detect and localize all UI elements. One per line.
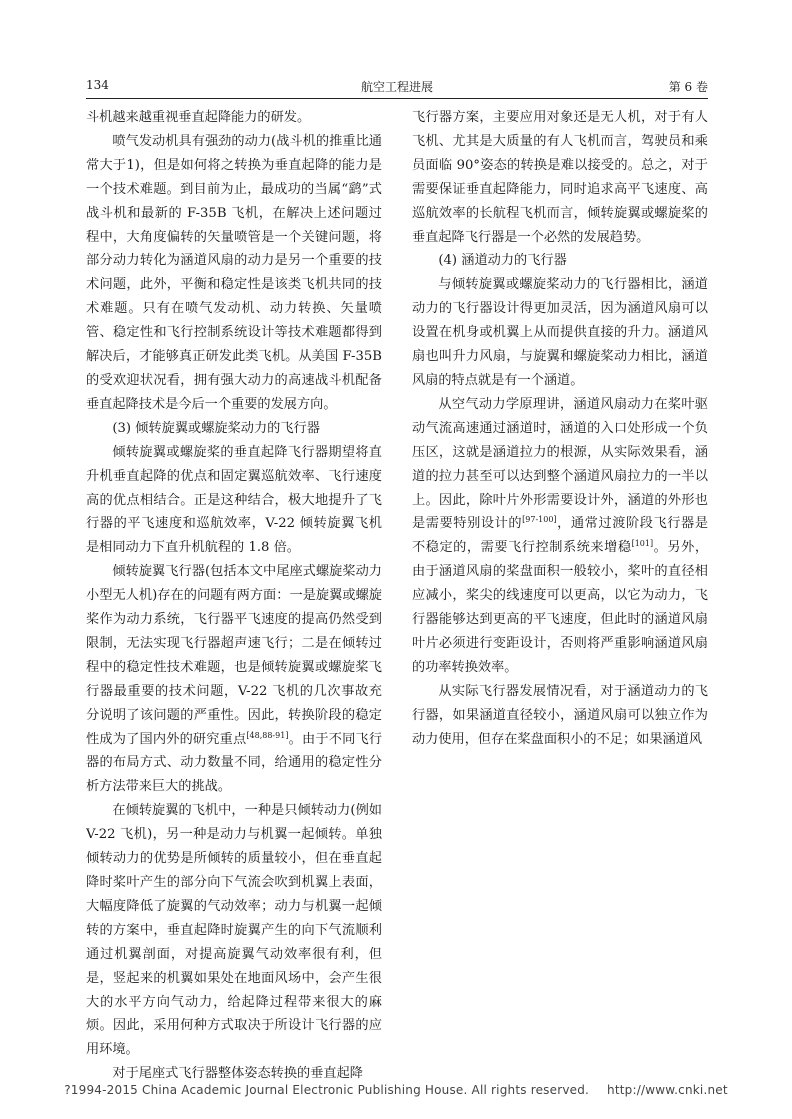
header-rule <box>86 98 708 99</box>
paragraph <box>86 130 382 417</box>
paragraph-text: 与倾转旋翼或螺旋桨动力的飞行器相比，涵道动力的飞行器设计得更加灵活，因为涵道风扇可以设置在机身或机翼上从而提供直接的升力。涵道风扇也叫升力风扇，与旋翼和螺旋桨动力相比，涵道风扇的特点就是有一个涵道。 <box>412 277 708 388</box>
cnki-link[interactable]: http://www.cnki.net <box>607 1083 728 1097</box>
citation-ref: [101] <box>631 539 654 549</box>
paragraph-text: (3) 倾转旋翼或螺旋桨动力的飞行器 <box>112 420 320 436</box>
paragraph-text: 从空气动力学原理讲，涵道风扇动力在桨叶驱动气流高速通过涵道时，涵道的入口处形成一个负压区，这就是涵道拉力的根源，从实际效果看，涵道的拉力甚至可以达到整个涵道风扇拉力的一半以上。因此，除叶片外形需要设计外，涵道的外形也是需要特别设计的 <box>412 396 708 532</box>
paragraph-text: 飞行器方案，主要应用对象还是无人机，对于有人飞机、尤其是大质量的有人飞机而言，驾驶员和乘员面临 90°姿态的转换是难以接受的。总之，对于需要保证垂直起降能力，同时追求高平飞速度、高巡航效率的长航程飞机而言，倾转旋翼或螺旋桨的垂直起降飞行器是一个必然的发展趋势。 <box>412 110 708 245</box>
right-column <box>412 106 708 751</box>
running-header <box>86 76 708 96</box>
paragraph <box>412 273 708 393</box>
paragraph <box>86 799 382 1062</box>
paragraph-text: 倾转旋翼或螺旋桨的垂直起降飞行器期望将直升机垂直起降的优点和固定翼巡航效率、飞行速度高的优点相结合。正是这种结合，极大地提升了飞行器的平飞速度和巡航效率，V-22 倾转旋翼飞机是相同动力下直升机航程的 1.8 倍。 <box>86 444 382 556</box>
paragraph-text: 斗机越来越重视垂直起降能力的研发。 <box>86 110 311 125</box>
paragraph <box>86 441 382 561</box>
paragraph-text: 在倾转旋翼的飞机中，一种是只倾转动力(例如 V-22 飞机)，另一种是动力与机翼一起倾转。单独倾转动力的优势是所倾转的质量较小，但在垂直起降时桨叶产生的部分向下气流会吹到机翼上表面，大幅度降低了旋翼的气动效率；动力与机翼一起倾转的方案中，垂直起降时旋翼产生的向下气流顺利通过机翼剖面，对提高旋翼气动效率很有利，但是，竖起来的机翼如果处在地面风场中，会产生很大的水平方向气动力，给起降过程带来很大的麻烦。因此，采用何种方式取决于所设计飞行器的应用环境。 <box>86 803 382 1058</box>
paragraph-text: ，通常过渡阶段飞行器是不稳定的，需要飞行控制系统来增稳 <box>412 516 709 556</box>
copyright-notice: ?1994-2015 China Academic Journal Electronic Publishing House. All rights reserved. <box>64 1083 590 1097</box>
page-footer <box>0 1083 792 1097</box>
citation-ref: [97-100] <box>522 515 557 525</box>
paragraph <box>412 393 708 680</box>
paragraph <box>412 680 708 752</box>
paragraph <box>86 560 382 799</box>
left-column <box>86 106 382 1086</box>
paragraph <box>86 417 382 441</box>
citation-ref: [48,88-91] <box>246 730 289 740</box>
paragraph-text: 对于尾座式飞行器整体姿态转换的垂直起降 <box>112 1066 363 1082</box>
paragraph <box>412 249 708 273</box>
paragraph-text: (4) 涵道动力的飞行器 <box>438 253 567 269</box>
paragraph-text: 喷气发动机具有强劲的动力(战斗机的推重比通常大于1)，但是如何将之转换为垂直起降的能力是一个技术难题。到目前为止，最成功的当属“鹞”式战斗机和最新的 F-35B 飞机，在解决上述问题过程中，大角度偏转的矢量喷管是一个关键问题，将部分动力转化为涵道风扇的动力是另一个重要的技术问题，此外，平衡和稳定性是该类飞机共同的技术难题。只有在喷气发动机、动力转换、矢量喷管、稳定性和飞行控制系统设计等技术难题都得到解决后，才能够真正研发此类飞机。从美国 F-35B 的受欢迎状况看，拥有强大动力的高速战斗机配备垂直起降技术是今后一个重要的发展方向。 <box>86 133 382 412</box>
paragraph-text: 从实际飞行器发展情况看，对于涵道动力的飞行器，如果涵道直径较小，涵道风扇可以独立作为动力使用，但存在桨盘面积小的不足；如果涵道风 <box>412 683 708 747</box>
paragraph-text: 。另外，由于涵道风扇的桨盘面积一般较小，桨叶的直径相应减小，桨尖的线速度可以更高，以它为动力，飞行器能够达到更高的平飞速度，但此时的涵道风扇叶片必须进行变距设计，否则将严重影响涵道风扇的功率转换效率。 <box>412 540 709 675</box>
paragraph-text: 倾转旋翼飞行器(包括本文中尾座式螺旋桨动力小型无人机)存在的问题有两方面：一是旋翼或螺旋桨作为动力系统，飞行器平飞速度的提高仍然受到限制，无法实现飞行器超声速飞行；二是在倾转过程中的稳定性技术难题，也是倾转旋翼或螺旋桨飞行器最重要的技术问题，V-22 飞机的几次事故充分说明了该问题的严重性。因此，转换阶段的稳定性成为了国内外的研究重点 <box>86 564 382 747</box>
paragraph <box>86 106 382 130</box>
paragraph-text: 。由于不同飞行器的布局方式、动力数量不同，给通用的稳定性分析方法带来巨大的挑战。 <box>86 731 383 795</box>
paragraph <box>412 106 708 249</box>
page-number: 134 <box>86 78 109 92</box>
journal-title: 航空工程进展 <box>360 80 433 94</box>
volume-label: 第 6 卷 <box>668 80 708 94</box>
